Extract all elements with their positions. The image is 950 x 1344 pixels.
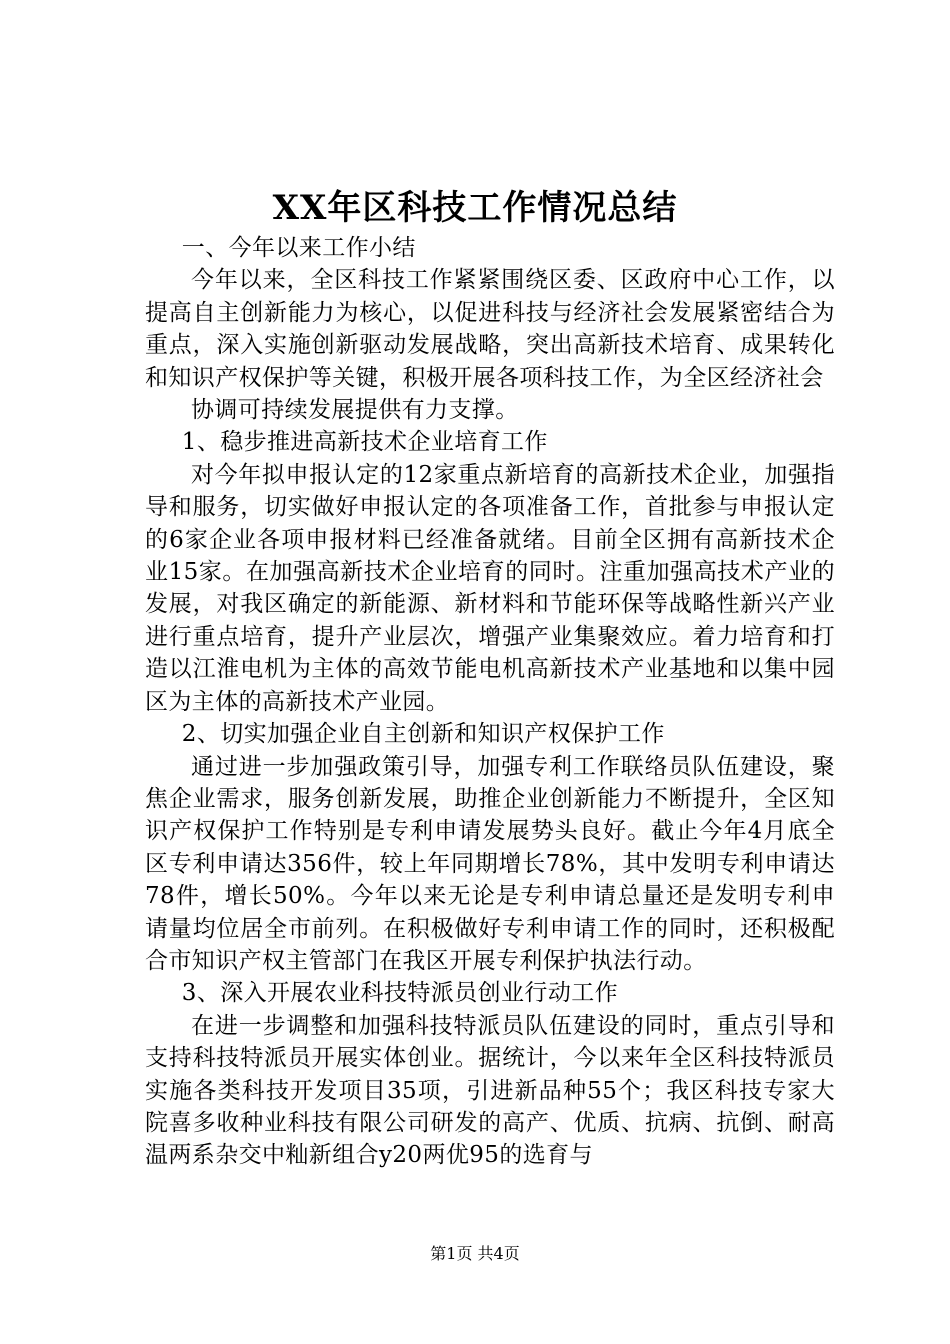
paragraph: 通过进一步加强政策引导，加强专利工作联络员队伍建设，聚焦企业需求，服务创新发展，助推企业创新能力不断提升，全区知识产权保护工作特别是专利申请发展势头良好。截止今年4月底全区专利申请达356件，较上年同期增长78%，其中发明专利申请达78件，增长50%。今年以来无论是专利申请总量还是发明专利申请量均位居全市前列。在积极做好专利申请工作的同时，还积极配合市知识产权主管部门在我区开展专利保护执法行动。: [145, 753, 835, 974]
paragraph: 对今年拟申报认定的12家重点新培育的高新技术企业，加强指导和服务，切实做好申报认定的各项准备工作，首批参与申报认定的6家企业各项申报材料已经准备就绪。目前全区拥有高新技术企业15家。在加强高新技术企业培育的同时。注重加强高技术产业的发展，对我区确定的新能源、新材料和节能环保等战略性新兴产业进行重点培育，提升产业层次，增强产业集聚效应。着力培育和打造以江淮电机为主体的高效节能电机高新技术产业基地和以集中园区为主体的高新技术产业园。: [145, 461, 835, 715]
page-number-footer: 第1页 共4页: [430, 1244, 520, 1263]
paragraph: 在进一步调整和加强科技特派员队伍建设的同时，重点引导和支持科技特派员开展实体创业。据统计，今以来年全区科技特派员实施各类科技开发项目35项，引进新品种55个；我区科技专家大院喜多收种业科技有限公司研发的高产、优质、抗病、抗倒、耐高温两系杂交中籼新组合y20两优95的选育与: [145, 1012, 835, 1169]
document-body: [145, 232, 835, 1172]
document-title: XX年区科技工作情况总结: [272, 188, 678, 228]
paragraph: 协调可持续发展提供有力支撑。: [191, 397, 519, 424]
section-heading: 一、今年以来工作小结: [181, 235, 416, 261]
section-heading: 1、稳步推进高新技术企业培育工作: [181, 429, 548, 456]
paragraph: 今年以来，全区科技工作紧紧围绕区委、区政府中心工作，以提高自主创新能力为核心，以促进科技与经济社会发展紧密结合为重点，深入实施创新驱动发展战略，突出高新技术培育、成果转化和知识产权保护等关键，积极开展各项科技工作，为全区经济社会: [145, 267, 835, 391]
section-heading: 3、深入开展农业科技特派员创业行动工作: [181, 980, 619, 1007]
section-heading: 2、切实加强企业自主创新和知识产权保护工作: [181, 721, 665, 748]
